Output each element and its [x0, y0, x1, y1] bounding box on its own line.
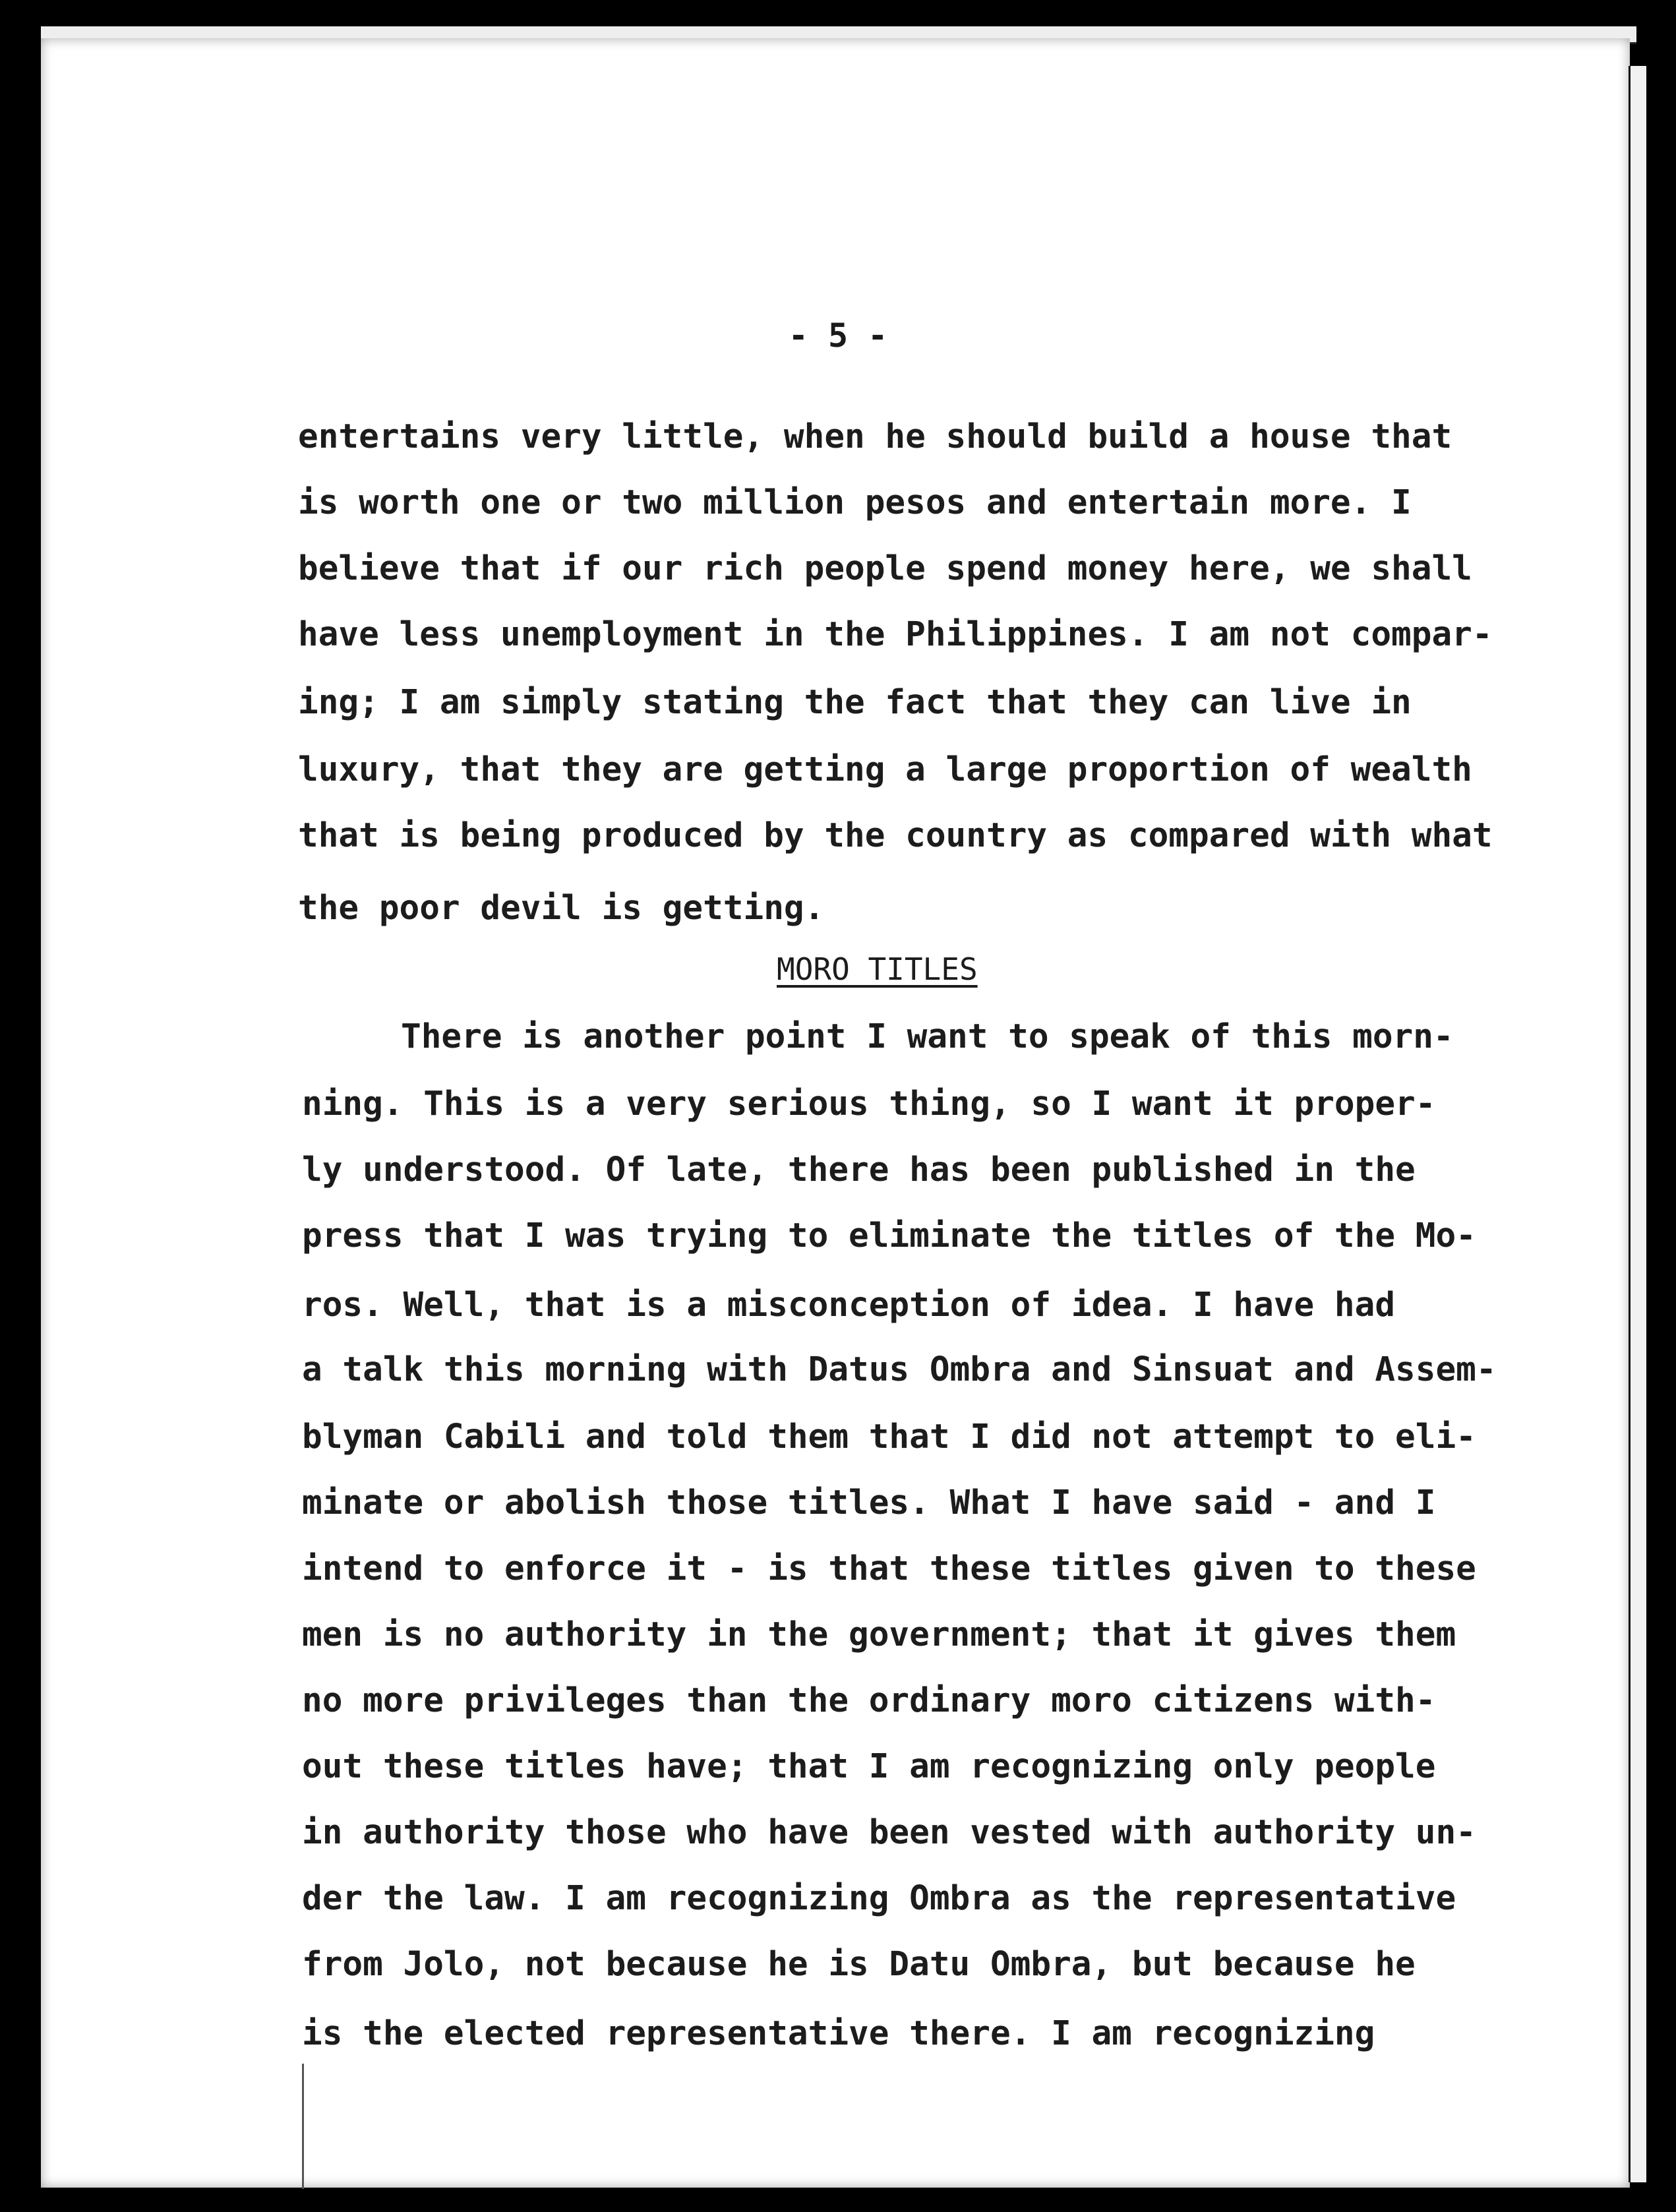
text-line: out these titles have; that I am recognizing only people	[302, 1747, 1436, 1786]
text-line: ing; I am simply stating the fact that they can live in	[298, 683, 1412, 722]
text-line: no more privileges than the ordinary moro citizens with-	[302, 1681, 1436, 1720]
text-line: ly understood. Of late, there has been published in the	[302, 1151, 1416, 1189]
text-line: have less unemployment in the Philippines. I am not compar-	[298, 615, 1493, 654]
text-line: minate or abolish those titles. What I have said - and I	[302, 1483, 1436, 1522]
text-line: There is another point I want to speak of this morn-	[401, 1017, 1454, 1056]
text-line: men is no authority in the government; that it gives them	[302, 1615, 1456, 1654]
section-heading: MORO TITLES	[777, 951, 978, 987]
text-line: is worth one or two million pesos and entertain more. I	[298, 483, 1412, 522]
text-line: der the law. I am recognizing Ombra as the representative	[302, 1879, 1456, 1918]
text-line: believe that if our rich people spend money here, we shall	[298, 549, 1472, 588]
text-line: ning. This is a very serious thing, so I want it proper-	[302, 1085, 1436, 1123]
text-line: is the elected representative there. I am recognizing	[302, 2014, 1375, 2053]
sheet-edge-right	[1629, 66, 1646, 2182]
page-number: - 5 -	[788, 316, 888, 355]
text-line: in authority those who have been vested with authority un-	[302, 1813, 1476, 1852]
text-line: entertains very little, when he should build a house that	[298, 417, 1452, 456]
text-line: ros. Well, that is a misconception of idea. I have had	[302, 1286, 1396, 1325]
text-line: a talk this morning with Datus Ombra and Sinsuat and Assem-	[302, 1350, 1497, 1389]
margin-mark	[302, 2064, 304, 2189]
text-line: blyman Cabili and told them that I did not attempt to eli-	[302, 1418, 1476, 1456]
text-line: intend to enforce it - is that these titles given to these	[302, 1549, 1476, 1588]
text-line: the poor devil is getting.	[298, 889, 825, 928]
text-line: from Jolo, not because he is Datu Ombra, but because he	[302, 1945, 1416, 1984]
text-line: press that I was trying to eliminate the titles of the Mo-	[302, 1216, 1476, 1255]
text-line: that is being produced by the country as compared with what	[298, 816, 1493, 855]
text-line: luxury, that they are getting a large proportion of wealth	[298, 750, 1472, 789]
